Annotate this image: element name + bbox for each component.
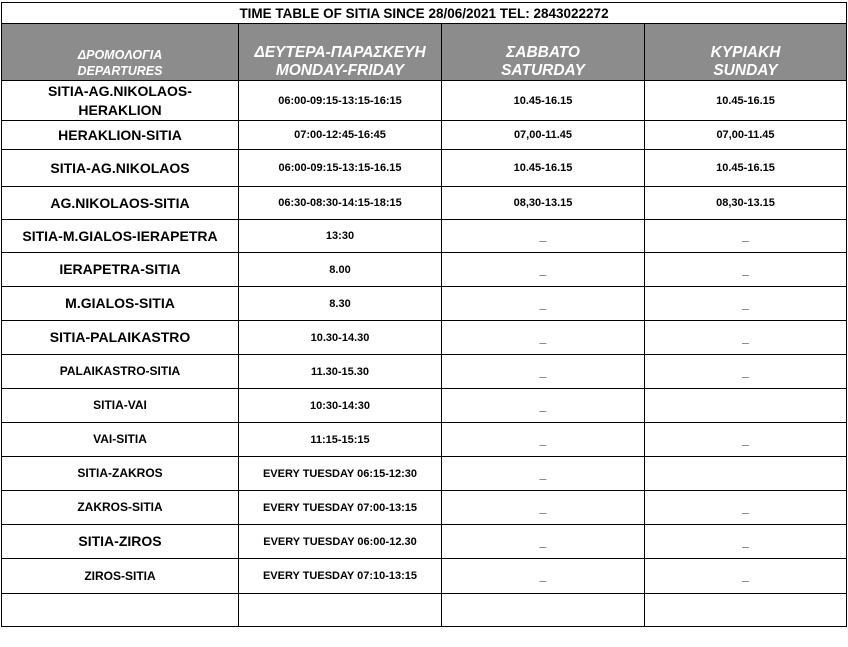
header-sunday-english: SUNDAY <box>645 63 847 81</box>
saturday-cell <box>442 594 645 627</box>
saturday-cell: _ <box>442 559 645 594</box>
sunday-cell <box>645 389 847 423</box>
table-row <box>2 559 847 594</box>
table-row <box>2 321 847 355</box>
route-cell: IERAPETRA-SITIA <box>2 253 239 287</box>
route-cell: ZIROS-SITIA <box>2 559 239 594</box>
route-cell: SITIA-PALAIKASTRO <box>2 321 239 355</box>
saturday-cell: _ <box>442 389 645 423</box>
saturday-cell: _ <box>442 220 645 253</box>
weekday-cell: EVERY TUESDAY 06:00-12.30 <box>239 525 442 559</box>
saturday-cell: _ <box>442 491 645 525</box>
weekday-cell <box>239 594 442 627</box>
sunday-cell: _ <box>645 321 847 355</box>
weekday-cell: 07:00-12:45-16:45 <box>239 121 442 150</box>
weekday-cell: EVERY TUESDAY 07:00-13:15 <box>239 491 442 525</box>
title-row <box>2 3 847 24</box>
header-row-english <box>2 63 847 81</box>
table-row <box>2 287 847 321</box>
table-row <box>2 594 847 627</box>
sunday-cell: 07,00-11.45 <box>645 121 847 150</box>
route-cell: HERAKLION-SITIA <box>2 121 239 150</box>
route-cell: AG.NIKOLAOS-SITIA <box>2 187 239 220</box>
table-row <box>2 457 847 491</box>
sunday-cell: _ <box>645 525 847 559</box>
header-saturday-english: SATURDAY <box>442 63 645 81</box>
timetable-title: TIME TABLE OF SITIA SINCE 28/06/2021 TEL: 2843022272 <box>2 3 847 24</box>
weekday-cell: 8.30 <box>239 287 442 321</box>
table-row <box>2 525 847 559</box>
route-cell: ZAKROS-SITIA <box>2 491 239 525</box>
weekday-cell: 8.00 <box>239 253 442 287</box>
table-row <box>2 253 847 287</box>
saturday-cell: _ <box>442 253 645 287</box>
saturday-cell: _ <box>442 423 645 457</box>
weekday-cell: 11.30-15.30 <box>239 355 442 389</box>
saturday-cell: _ <box>442 355 645 389</box>
saturday-cell: _ <box>442 287 645 321</box>
table-row <box>2 491 847 525</box>
route-cell: SITIA-AG.NIKOLAOS-HERAKLION <box>2 81 239 121</box>
header-departures-english: DEPARTURES <box>2 63 239 81</box>
sunday-cell: _ <box>645 491 847 525</box>
header-weekday-greek: ΔΕΥΤΕΡΑ-ΠΑΡΑΣΚΕΥΗ <box>239 24 442 64</box>
header-saturday-greek: ΣΑΒΒΑΤΟ <box>442 24 645 64</box>
sunday-cell: 08,30-13.15 <box>645 187 847 220</box>
weekday-cell: 13:30 <box>239 220 442 253</box>
header-departures-greek: ΔΡΟΜΟΛΟΓΙΑ <box>2 24 239 64</box>
timetable <box>1 2 847 627</box>
route-cell: PALAIKASTRO-SITIA <box>2 355 239 389</box>
route-cell: SITIA-M.GIALOS-IERAPETRA <box>2 220 239 253</box>
sunday-cell: _ <box>645 253 847 287</box>
route-cell: SITIA-VAI <box>2 389 239 423</box>
route-cell: SITIA-AG.NIKOLAOS <box>2 150 239 187</box>
table-row <box>2 355 847 389</box>
sunday-cell: _ <box>645 355 847 389</box>
weekday-cell: 10.30-14.30 <box>239 321 442 355</box>
table-row <box>2 150 847 187</box>
sunday-cell: _ <box>645 287 847 321</box>
table-row <box>2 81 847 121</box>
sunday-cell: 10.45-16.15 <box>645 150 847 187</box>
weekday-cell: EVERY TUESDAY 06:15-12:30 <box>239 457 442 491</box>
table-row <box>2 389 847 423</box>
route-cell: SITIA-ZIROS <box>2 525 239 559</box>
route-cell <box>2 594 239 627</box>
header-sunday-greek: ΚΥΡΙΑΚΗ <box>645 24 847 64</box>
route-cell: M.GIALOS-SITIA <box>2 287 239 321</box>
weekday-cell: 10:30-14:30 <box>239 389 442 423</box>
sunday-cell <box>645 594 847 627</box>
saturday-cell: 10.45-16.15 <box>442 81 645 121</box>
saturday-cell: 08,30-13.15 <box>442 187 645 220</box>
saturday-cell: 07,00-11.45 <box>442 121 645 150</box>
saturday-cell: _ <box>442 525 645 559</box>
sunday-cell: _ <box>645 423 847 457</box>
sunday-cell <box>645 457 847 491</box>
weekday-cell: 11:15-15:15 <box>239 423 442 457</box>
sunday-cell: _ <box>645 559 847 594</box>
table-row <box>2 423 847 457</box>
weekday-cell: 06:30-08:30-14:15-18:15 <box>239 187 442 220</box>
table-row <box>2 220 847 253</box>
table-row <box>2 121 847 150</box>
weekday-cell: EVERY TUESDAY 07:10-13:15 <box>239 559 442 594</box>
route-cell: VAI-SITIA <box>2 423 239 457</box>
header-row-greek <box>2 24 847 64</box>
saturday-cell: _ <box>442 321 645 355</box>
header-weekday-english: MONDAY-FRIDAY <box>239 63 442 81</box>
weekday-cell: 06:00-09:15-13:15-16:15 <box>239 81 442 121</box>
table-row <box>2 187 847 220</box>
weekday-cell: 06:00-09:15-13:15-16.15 <box>239 150 442 187</box>
saturday-cell: _ <box>442 457 645 491</box>
sunday-cell: _ <box>645 220 847 253</box>
saturday-cell: 10.45-16.15 <box>442 150 645 187</box>
sunday-cell: 10.45-16.15 <box>645 81 847 121</box>
route-cell: SITIA-ZAKROS <box>2 457 239 491</box>
